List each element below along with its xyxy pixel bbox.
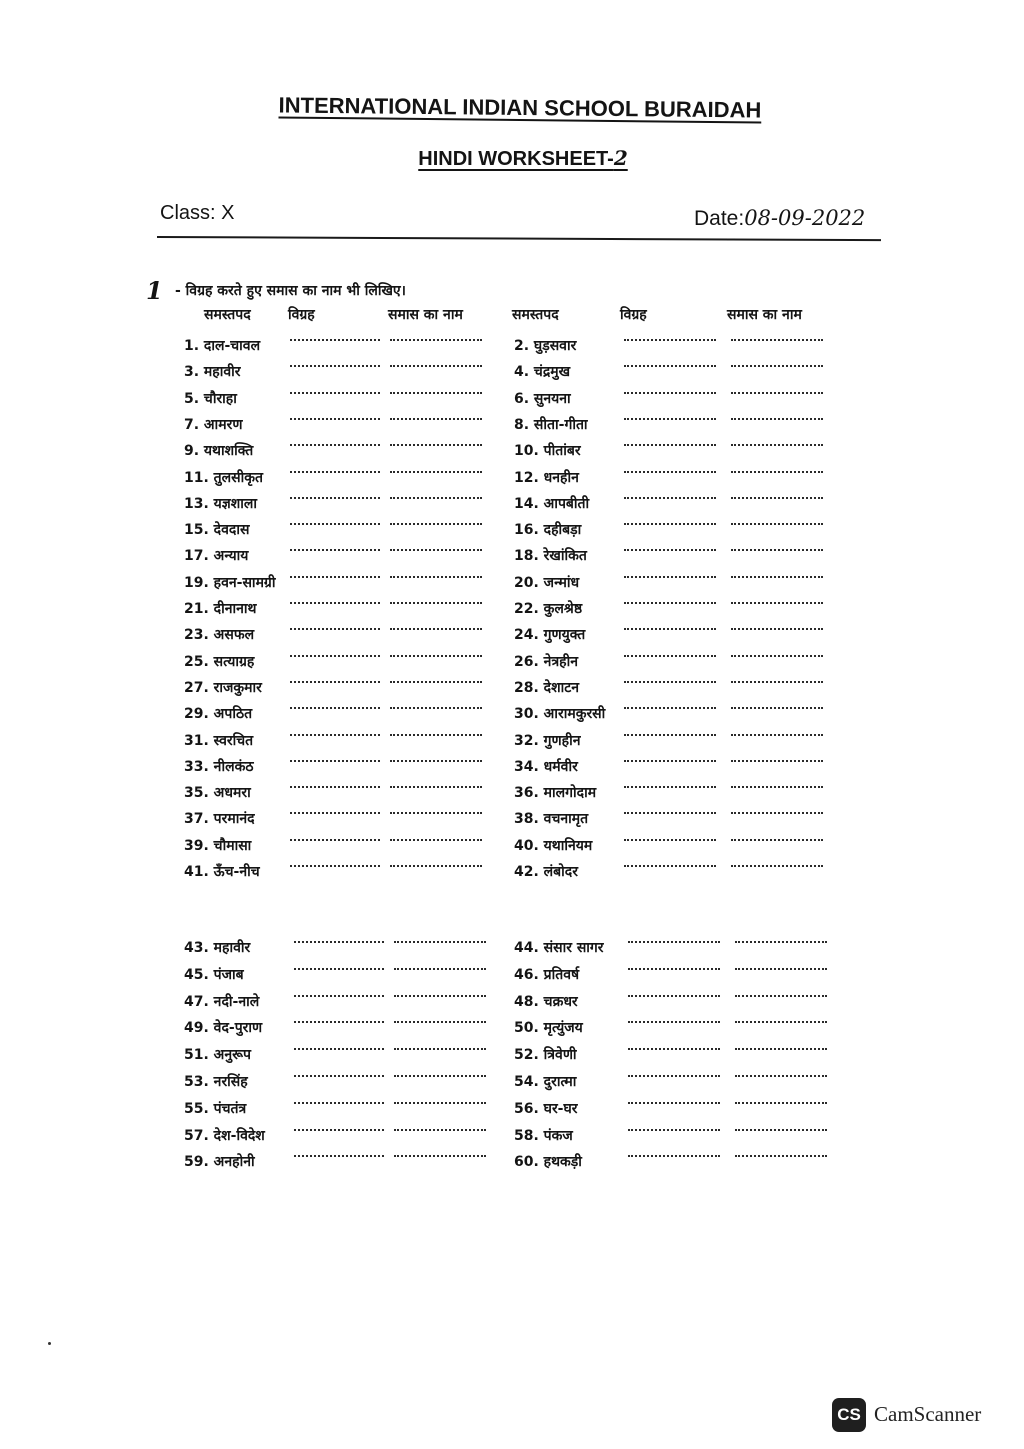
left-col-header-samastpad: समस्तपद bbox=[204, 307, 251, 323]
right-vigrah-blank bbox=[624, 471, 716, 473]
left-vigrah-blank bbox=[290, 339, 380, 341]
left-samas-name-blank bbox=[394, 1075, 486, 1077]
right-samastpad-item: 12. धनहीन bbox=[514, 470, 579, 486]
left-vigrah-blank bbox=[294, 995, 384, 997]
left-samas-name-blank bbox=[390, 786, 482, 788]
right-vigrah-blank bbox=[624, 786, 716, 788]
right-samas-name-blank bbox=[731, 628, 823, 630]
left-vigrah-blank bbox=[290, 812, 380, 814]
worksheet-number: 2 bbox=[613, 146, 628, 170]
right-samastpad-item: 48. चक्रधर bbox=[514, 994, 578, 1010]
right-vigrah-blank bbox=[628, 941, 720, 943]
left-vigrah-blank bbox=[294, 1075, 384, 1077]
left-col-header-samas-name: समास का नाम bbox=[388, 307, 463, 323]
left-vigrah-blank bbox=[290, 865, 380, 867]
right-samas-name-blank bbox=[731, 365, 823, 367]
right-col-header-samastpad: समस्तपद bbox=[512, 307, 559, 323]
question-number: 1 bbox=[146, 276, 163, 305]
left-samas-name-blank bbox=[390, 655, 482, 657]
left-samastpad-item: 17. अन्याय bbox=[184, 548, 249, 564]
left-samas-name-blank bbox=[390, 339, 482, 341]
left-samas-name-blank bbox=[390, 471, 482, 473]
left-samas-name-blank bbox=[390, 760, 482, 762]
left-samastpad-item: 31. स्वरचित bbox=[184, 733, 254, 749]
right-samastpad-item: 6. सुनयना bbox=[514, 391, 571, 407]
left-vigrah-blank bbox=[290, 549, 380, 551]
left-samas-name-blank bbox=[390, 628, 482, 630]
left-samastpad-item: 25. सत्याग्रह bbox=[184, 654, 255, 670]
right-samastpad-item: 24. गुणयुक्त bbox=[514, 627, 586, 643]
left-samastpad-item: 13. यज्ञशाला bbox=[184, 496, 258, 512]
right-vigrah-blank bbox=[624, 865, 716, 867]
left-samastpad-item: 53. नरसिंह bbox=[184, 1074, 248, 1090]
left-samastpad-item: 57. देश-विदेश bbox=[184, 1128, 265, 1144]
right-vigrah-blank bbox=[624, 365, 716, 367]
right-samas-name-blank bbox=[731, 576, 823, 578]
worksheet-title bbox=[0, 146, 1024, 171]
left-vigrah-blank bbox=[290, 839, 380, 841]
left-vigrah-blank bbox=[294, 1021, 384, 1023]
left-samas-name-blank bbox=[394, 1048, 486, 1050]
right-vigrah-blank bbox=[628, 995, 720, 997]
right-vigrah-blank bbox=[624, 707, 716, 709]
right-samas-name-blank bbox=[731, 707, 823, 709]
left-samastpad-item: 27. राजकुमार bbox=[184, 680, 262, 696]
left-vigrah-blank bbox=[290, 365, 380, 367]
right-vigrah-blank bbox=[628, 1021, 720, 1023]
right-samastpad-item: 28. देशाटन bbox=[514, 680, 580, 696]
right-samastpad-item: 10. पीतांबर bbox=[514, 443, 581, 459]
left-samas-name-blank bbox=[390, 576, 482, 578]
camscanner-logo: CS bbox=[832, 1398, 866, 1432]
right-vigrah-blank bbox=[624, 760, 716, 762]
left-samas-name-blank bbox=[394, 995, 486, 997]
left-vigrah-blank bbox=[290, 786, 380, 788]
right-samas-name-blank bbox=[731, 760, 823, 762]
left-samas-name-blank bbox=[390, 865, 482, 867]
right-samastpad-item: 18. रेखांकित bbox=[514, 548, 587, 564]
right-col-header-samas-name: समास का नाम bbox=[727, 307, 802, 323]
date-field bbox=[694, 206, 865, 231]
left-vigrah-blank bbox=[290, 707, 380, 709]
right-samastpad-item: 56. घर-घर bbox=[514, 1101, 578, 1117]
right-vigrah-blank bbox=[624, 523, 716, 525]
right-samastpad-item: 22. कुलश्रेष्ठ bbox=[514, 601, 583, 617]
left-samas-name-blank bbox=[390, 418, 482, 420]
right-vigrah-blank bbox=[624, 576, 716, 578]
date-label: Date: bbox=[694, 207, 745, 230]
right-samastpad-item: 8. सीता-गीता bbox=[514, 417, 588, 433]
right-samas-name-blank bbox=[735, 1155, 827, 1157]
left-samas-name-blank bbox=[390, 812, 482, 814]
left-vigrah-blank bbox=[290, 628, 380, 630]
right-samastpad-item: 26. नेत्रहीन bbox=[514, 654, 579, 670]
right-samas-name-blank bbox=[735, 1021, 827, 1023]
right-samastpad-item: 58. पंकज bbox=[514, 1128, 573, 1144]
right-samas-name-blank bbox=[731, 418, 823, 420]
left-samastpad-item: 7. आमरण bbox=[184, 417, 243, 433]
left-samastpad-item: 45. पंजाब bbox=[184, 967, 244, 983]
question-instruction: - विग्रह करते हुए समास का नाम भी लिखिए। bbox=[175, 283, 406, 299]
right-samas-name-blank bbox=[731, 812, 823, 814]
right-samas-name-blank bbox=[731, 734, 823, 736]
right-samas-name-blank bbox=[731, 865, 823, 867]
scan-speck bbox=[48, 1342, 51, 1345]
right-samas-name-blank bbox=[735, 1129, 827, 1131]
left-samas-name-blank bbox=[390, 444, 482, 446]
date-value: 08-09-2022 bbox=[744, 206, 866, 230]
right-vigrah-blank bbox=[624, 602, 716, 604]
right-samas-name-blank bbox=[735, 1102, 827, 1104]
right-samastpad-item: 38. वचनामृत bbox=[514, 811, 589, 827]
left-vigrah-blank bbox=[290, 734, 380, 736]
left-samastpad-item: 9. यथाशक्ति bbox=[184, 443, 254, 459]
right-samastpad-item: 36. मालगोदाम bbox=[514, 785, 597, 801]
left-samas-name-blank bbox=[390, 839, 482, 841]
left-vigrah-blank bbox=[290, 576, 380, 578]
left-samas-name-blank bbox=[394, 1155, 486, 1157]
right-vigrah-blank bbox=[628, 1075, 720, 1077]
right-vigrah-blank bbox=[624, 418, 716, 420]
right-samastpad-item: 52. त्रिवेणी bbox=[514, 1047, 577, 1063]
left-samas-name-blank bbox=[390, 602, 482, 604]
right-vigrah-blank bbox=[628, 968, 720, 970]
right-samas-name-blank bbox=[731, 655, 823, 657]
left-samastpad-item: 33. नीलकंठ bbox=[184, 759, 254, 775]
right-samas-name-blank bbox=[735, 1048, 827, 1050]
left-vigrah-blank bbox=[294, 1102, 384, 1104]
right-samastpad-item: 34. धर्मवीर bbox=[514, 759, 578, 775]
right-vigrah-blank bbox=[624, 681, 716, 683]
right-samas-name-blank bbox=[731, 602, 823, 604]
right-samastpad-item: 2. घुड़सवार bbox=[514, 338, 577, 354]
left-vigrah-blank bbox=[294, 1155, 384, 1157]
left-samas-name-blank bbox=[390, 392, 482, 394]
right-samastpad-item: 20. जन्मांध bbox=[514, 575, 580, 591]
right-samastpad-item: 40. यथानियम bbox=[514, 838, 593, 854]
left-samas-name-blank bbox=[390, 497, 482, 499]
left-samas-name-blank bbox=[394, 968, 486, 970]
left-samas-name-blank bbox=[394, 1021, 486, 1023]
left-samastpad-item: 23. असफल bbox=[184, 627, 255, 643]
left-samastpad-item: 43. महावीर bbox=[184, 940, 251, 956]
right-samastpad-item: 50. मृत्युंजय bbox=[514, 1020, 583, 1036]
left-samas-name-blank bbox=[390, 549, 482, 551]
left-vigrah-blank bbox=[290, 655, 380, 657]
left-vigrah-blank bbox=[290, 471, 380, 473]
right-samastpad-item: 46. प्रतिवर्ष bbox=[514, 967, 580, 983]
left-vigrah-blank bbox=[290, 392, 380, 394]
left-samas-name-blank bbox=[394, 1129, 486, 1131]
left-vigrah-blank bbox=[290, 497, 380, 499]
right-samas-name-blank bbox=[731, 549, 823, 551]
left-samastpad-item: 15. देवदास bbox=[184, 522, 250, 538]
left-samastpad-item: 49. वेद-पुराण bbox=[184, 1020, 263, 1036]
left-vigrah-blank bbox=[290, 444, 380, 446]
right-vigrah-blank bbox=[624, 392, 716, 394]
left-vigrah-blank bbox=[294, 1048, 384, 1050]
right-samas-name-blank bbox=[731, 497, 823, 499]
left-col-header-vigrah: विग्रह bbox=[288, 307, 315, 323]
left-vigrah-blank bbox=[290, 681, 380, 683]
left-samas-name-blank bbox=[390, 734, 482, 736]
left-vigrah-blank bbox=[294, 968, 384, 970]
camscanner-label: CamScanner bbox=[874, 1402, 982, 1426]
left-samastpad-item: 5. चौराहा bbox=[184, 391, 237, 407]
left-vigrah-blank bbox=[290, 760, 380, 762]
left-samastpad-item: 35. अधमरा bbox=[184, 785, 251, 801]
right-samas-name-blank bbox=[731, 786, 823, 788]
left-samastpad-item: 11. तुलसीकृत bbox=[184, 470, 263, 486]
left-vigrah-blank bbox=[290, 523, 380, 525]
right-samas-name-blank bbox=[735, 1075, 827, 1077]
right-vigrah-blank bbox=[624, 339, 716, 341]
right-samastpad-item: 54. दुरात्मा bbox=[514, 1074, 577, 1090]
left-samas-name-blank bbox=[390, 681, 482, 683]
left-samastpad-item: 37. परमानंद bbox=[184, 811, 255, 827]
left-samas-name-blank bbox=[394, 1102, 486, 1104]
left-samastpad-item: 41. ऊँच-नीच bbox=[184, 864, 260, 880]
right-samas-name-blank bbox=[735, 941, 827, 943]
worksheet-title-text: HINDI WORKSHEET- bbox=[418, 148, 614, 170]
left-vigrah-blank bbox=[290, 418, 380, 420]
left-vigrah-blank bbox=[290, 602, 380, 604]
right-vigrah-blank bbox=[628, 1155, 720, 1157]
right-samastpad-item: 32. गुणहीन bbox=[514, 733, 581, 749]
right-vigrah-blank bbox=[624, 734, 716, 736]
right-vigrah-blank bbox=[628, 1129, 720, 1131]
left-samastpad-item: 55. पंचतंत्र bbox=[184, 1101, 247, 1117]
right-vigrah-blank bbox=[624, 549, 716, 551]
right-samastpad-item: 14. आपबीती bbox=[514, 496, 590, 512]
right-samas-name-blank bbox=[735, 995, 827, 997]
left-samas-name-blank bbox=[390, 365, 482, 367]
left-samastpad-item: 39. चौमासा bbox=[184, 838, 252, 854]
right-vigrah-blank bbox=[624, 655, 716, 657]
right-vigrah-blank bbox=[628, 1102, 720, 1104]
left-samastpad-item: 59. अनहोनी bbox=[184, 1154, 255, 1170]
left-samastpad-item: 29. अपठित bbox=[184, 706, 253, 722]
right-vigrah-blank bbox=[624, 497, 716, 499]
right-samas-name-blank bbox=[731, 339, 823, 341]
left-samastpad-item: 3. महावीर bbox=[184, 364, 241, 380]
right-samas-name-blank bbox=[731, 444, 823, 446]
right-vigrah-blank bbox=[624, 444, 716, 446]
right-samas-name-blank bbox=[731, 523, 823, 525]
right-col-header-vigrah: विग्रह bbox=[620, 307, 647, 323]
right-samastpad-item: 42. लंबोदर bbox=[514, 864, 578, 880]
left-samastpad-item: 47. नदी-नाले bbox=[184, 994, 260, 1010]
right-samas-name-blank bbox=[731, 392, 823, 394]
right-samastpad-item: 16. दहीबड़ा bbox=[514, 522, 582, 538]
left-samastpad-item: 21. दीनानाथ bbox=[184, 601, 257, 617]
left-samastpad-item: 51. अनुरूप bbox=[184, 1047, 251, 1063]
right-samas-name-blank bbox=[731, 471, 823, 473]
right-vigrah-blank bbox=[624, 812, 716, 814]
header-rule bbox=[157, 236, 881, 241]
right-samastpad-item: 4. चंद्रमुख bbox=[514, 364, 571, 380]
left-samastpad-item: 19. हवन-सामग्री bbox=[184, 575, 276, 591]
right-samastpad-item: 30. आरामकुरसी bbox=[514, 706, 606, 722]
right-samastpad-item: 44. संसार सागर bbox=[514, 940, 604, 956]
right-vigrah-blank bbox=[624, 628, 716, 630]
left-samas-name-blank bbox=[394, 941, 486, 943]
class-label: Class: X bbox=[160, 202, 235, 224]
school-name: INTERNATIONAL INDIAN SCHOOL BURAIDAH bbox=[278, 92, 762, 123]
left-vigrah-blank bbox=[294, 1129, 384, 1131]
right-vigrah-blank bbox=[628, 1048, 720, 1050]
left-samas-name-blank bbox=[390, 523, 482, 525]
right-samas-name-blank bbox=[735, 968, 827, 970]
left-samastpad-item: 1. दाल-चावल bbox=[184, 338, 261, 354]
left-vigrah-blank bbox=[294, 941, 384, 943]
left-samas-name-blank bbox=[390, 707, 482, 709]
right-samas-name-blank bbox=[731, 681, 823, 683]
right-samastpad-item: 60. हथकड़ी bbox=[514, 1154, 582, 1170]
right-samas-name-blank bbox=[731, 839, 823, 841]
right-vigrah-blank bbox=[624, 839, 716, 841]
